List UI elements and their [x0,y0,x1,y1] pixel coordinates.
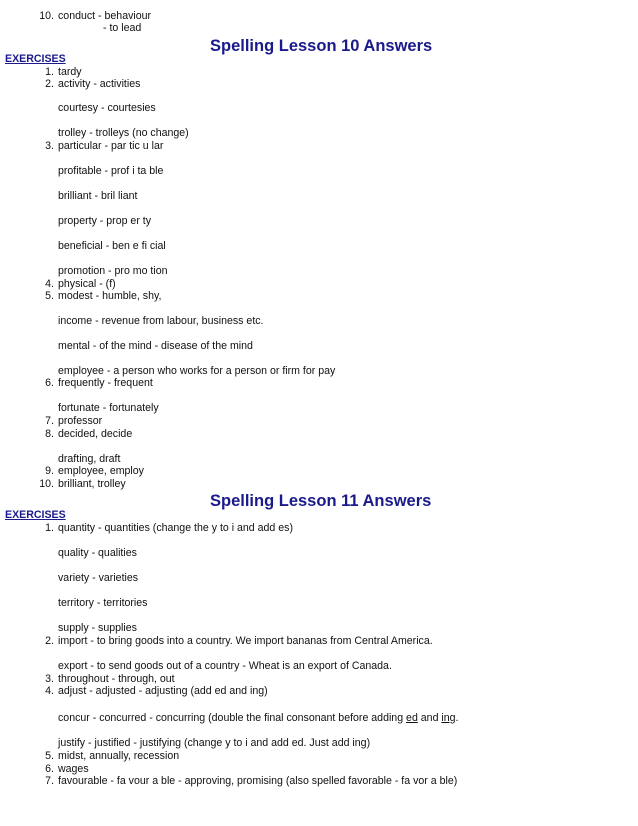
list-item-text: income - revenue from labour, business etc. [58,315,264,327]
list-number: 7. [45,415,54,427]
list-item-text: particular - par tic u lar [58,140,164,152]
list-number: 4. [45,685,54,697]
list-item-text: import - to bring goods into a country. We import bananas from Central America. [58,635,433,647]
list-item-text: promotion - pro mo tion [58,265,168,277]
lesson-10-exercises-label: EXERCISES [5,53,66,65]
list-item-text: midst, annually, recession [58,750,180,762]
list-number: 6. [45,377,54,389]
lesson-11-exercises-label: EXERCISES [5,509,66,521]
list-item-text: quantity - quantities (change the y to i and add es) [58,522,293,534]
list-item-text: territory - territories [58,597,148,609]
list-item-text: property - prop er ty [58,215,152,227]
lesson-10-title: Spelling Lesson 10 Answers [210,37,433,55]
concur-text: concur - concurred - concurring (double the final consonant before adding [58,712,407,724]
list-item-text: trolley - trolleys (no change) [58,127,189,139]
list-item-text: adjust - adjusted - adjusting (add ed and ing) [58,685,268,697]
list-item-text: brilliant - bril liant [58,190,138,202]
list-item-text: employee, employ [58,465,144,477]
list-item-text: mental - of the mind - disease of the mind [58,340,253,352]
lesson-11-title: Spelling Lesson 11 Answers [210,492,432,510]
list-number: 9. [45,465,54,477]
list-item-text: conduct - behaviour [58,10,152,22]
list-item-text: modest - humble, shy, [58,290,162,302]
list-number: 5. [45,290,54,302]
list-item-text: decided, decide [58,428,133,440]
period-text: . [455,712,459,724]
ed-underlined: ed [406,712,418,724]
list-item-text: variety - varieties [58,572,139,584]
list-item-text: wages [58,763,89,775]
ing-underlined: ing [441,712,456,724]
list-item-text: physical - (f) [58,278,116,290]
list-item-subtext: - to lead [103,22,142,34]
list-item-text: activity - activities [58,78,141,90]
list-item-text: beneficial - ben e fi cial [58,240,166,252]
list-number: 5. [45,750,54,762]
list-item-text: export - to send goods out of a country - Wheat is an export of Canada. [58,660,392,672]
list-item-text: throughout - through, out [58,673,175,685]
list-number: 2. [45,635,54,647]
list-number: 7. [45,775,54,787]
list-number: 3. [45,140,54,152]
list-number: 8. [45,428,54,440]
list-item-text: justify - justified - justifying (change y to i and add ed. Just add ing) [58,737,371,749]
list-number: 10. [39,10,54,22]
list-item-text: frequently - frequent [58,377,153,389]
and-text: and [417,712,442,724]
list-item-text: quality - qualities [58,547,137,559]
list-item-text: profitable - prof i ta ble [58,165,164,177]
concur-line [58,712,459,724]
list-item-text: courtesy - courtesies [58,102,156,114]
list-item-text: employee - a person who works for a person or firm for pay [58,365,336,377]
list-number: 6. [45,763,54,775]
list-item-text: fortunate - fortunately [58,402,159,414]
list-number: 2. [45,78,54,90]
list-item-text: brilliant, trolley [58,478,126,490]
list-number: 3. [45,673,54,685]
list-number: 1. [45,66,54,78]
list-item-text: tardy [58,66,82,78]
list-number: 4. [45,278,54,290]
list-item-text: supply - supplies [58,622,137,634]
list-item-text: drafting, draft [58,453,121,465]
list-number: 1. [45,522,54,534]
list-number: 10. [39,478,54,490]
list-item-text: professor [58,415,103,427]
list-item-text: favourable - fa vour a ble - approving, promising (also spelled favorable - fa vor a ble) [58,775,458,787]
